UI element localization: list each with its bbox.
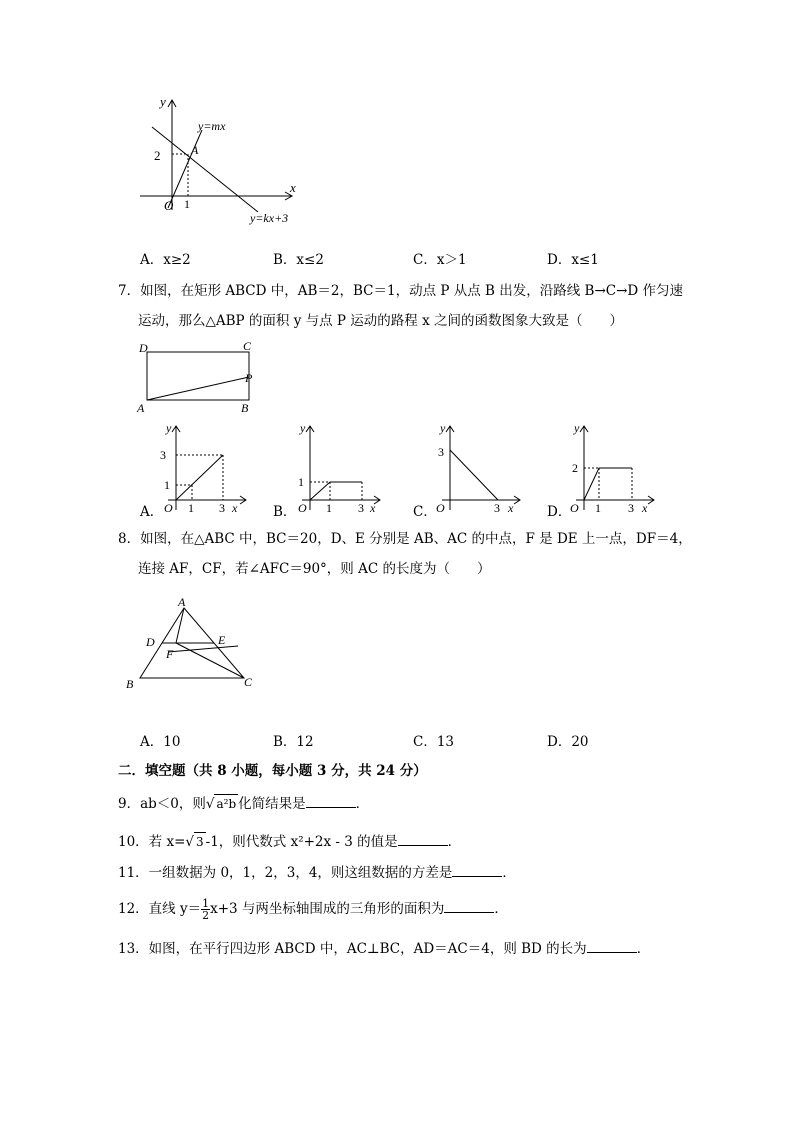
q12-question — [118, 898, 508, 921]
q8-label-A: A — [178, 595, 186, 609]
q7a-y: y — [166, 421, 172, 435]
q7b-tick-y1: 1 — [298, 475, 304, 489]
q8-option-a[interactable]: A．10 — [140, 734, 181, 750]
q8-option-c[interactable]: C．13 — [413, 734, 455, 750]
q6-tick-1: 1 — [184, 197, 190, 211]
q7-option-d[interactable]: D． — [547, 504, 572, 520]
q6-option-b[interactable]: B．x≤2 — [273, 252, 324, 268]
q7a-tick-x1: 1 — [188, 501, 194, 515]
q6-ykx-label: y=kx+3 — [250, 211, 289, 225]
q7b-x: x — [370, 501, 376, 515]
q7a-origin: O — [164, 501, 173, 515]
q7-label-P: P — [245, 371, 253, 385]
q12-fraction — [201, 898, 210, 921]
q9-prefix: 9．ab＜0，则 — [118, 796, 206, 812]
q7-label-D: D — [139, 341, 148, 355]
q6-graph — [130, 92, 310, 232]
q7-label-C: C — [243, 339, 252, 353]
section-2-title: 二．填空题（共 8 小题，每小题 3 分，共 24 分） — [118, 763, 427, 779]
q6-tick-2: 2 — [154, 148, 161, 163]
q7d-tick-y2: 2 — [572, 461, 578, 475]
q6-option-c[interactable]: C．x＞1 — [413, 252, 467, 268]
q7a-x: x — [232, 501, 238, 515]
q11-text: 11．一组数据为 0，1，2，3，4，则这组数据的方差是 — [118, 865, 453, 881]
q7b-y: y — [300, 421, 306, 435]
q7-graph-c — [432, 420, 524, 520]
q7c-y: y — [440, 421, 446, 435]
q7d-x: x — [642, 501, 648, 515]
q10-mid: -1，则代数式 x²+2x - 3 的值是 — [205, 834, 398, 850]
q7-graph-b — [292, 420, 384, 520]
q12-mid: x+3 与两坐标轴围成的三角形的面积为 — [210, 901, 445, 917]
q10-end: ． — [447, 834, 462, 850]
q12-end: ． — [494, 901, 508, 917]
q9-end: ． — [355, 796, 370, 812]
q9-question — [118, 794, 369, 813]
q8-option-b[interactable]: B．12 — [273, 734, 314, 750]
q8-label-D: D — [146, 635, 155, 649]
sqrt-icon: √ — [205, 796, 215, 812]
q8-question-line2: 连接 AF，CF，若∠AFC＝90°，则 AC 的长度为（ ） — [138, 561, 491, 577]
q13-end: ． — [636, 941, 651, 957]
q11-question — [118, 864, 516, 882]
q10-sqrt: 3 — [194, 832, 206, 851]
q7b-tick-x3: 3 — [358, 501, 364, 515]
q12-numerator: 1 — [202, 897, 210, 910]
q13-text: 13．如图，在平行四边形 ABCD 中，AC⊥BC，AD＝AC＝4，则 BD 的长为 — [118, 941, 587, 957]
q13-answer-blank[interactable] — [587, 940, 637, 953]
q8-option-d[interactable]: D．20 — [547, 734, 589, 750]
q7-question-line1: 7．如图，在矩形 ABCD 中，AB＝2，BC＝1，动点 P 从点 B 出发，沿路线 B→C→D 作匀速 — [118, 283, 684, 299]
q7-graph-d — [566, 420, 658, 520]
q7-label-B: B — [241, 401, 249, 415]
q8-label-F: F — [166, 647, 174, 661]
q10-question — [118, 832, 461, 851]
q7-option-a[interactable]: A． — [140, 504, 164, 520]
q8-question-line1: 8．如图，在△ABC 中，BC＝20，D、E 分别是 AB、AC 的中点，F 是 DE 上一点，DF＝4， — [118, 531, 692, 547]
q7-question-line2: 运动，那么△ABP 的面积 y 与点 P 运动的路程 x 之间的函数图象大致是（ ） — [138, 313, 623, 329]
q7a-tick-x3: 3 — [219, 501, 225, 515]
q9-answer-blank[interactable] — [306, 795, 356, 808]
q7-graph-a — [158, 420, 250, 520]
q9-radicand: a²b — [214, 794, 238, 813]
q8-triangle-figure — [120, 594, 270, 694]
q6-ymx-label: y=mx — [198, 119, 226, 133]
q8-label-B: B — [126, 677, 134, 691]
q13-question — [118, 940, 650, 958]
q7b-tick-x1: 1 — [326, 501, 332, 515]
q7d-origin: O — [570, 501, 579, 515]
q7c-origin: O — [436, 501, 445, 515]
q7d-tick-x1: 1 — [595, 501, 601, 515]
q10-answer-blank[interactable] — [398, 833, 448, 846]
q6-option-d[interactable]: D．x≤1 — [547, 252, 599, 268]
q12-prefix: 12．直线 y＝ — [118, 901, 202, 917]
q9-suffix: 化简结果是 — [238, 796, 306, 812]
q8-label-C: C — [244, 675, 253, 689]
q7-option-b[interactable]: B． — [273, 504, 297, 520]
q7c-tick-x3: 3 — [494, 501, 500, 515]
q7c-x: x — [508, 501, 514, 515]
q7-rectangle-figure — [135, 338, 265, 418]
q8-label-E: E — [218, 633, 226, 647]
q6-x-label: x — [290, 180, 296, 195]
q7-option-c[interactable]: C． — [413, 504, 437, 520]
q7d-tick-x3: 3 — [628, 501, 634, 515]
q6-y-label: y — [160, 94, 166, 109]
q11-answer-blank[interactable] — [452, 864, 502, 877]
sqrt-icon: √ — [185, 834, 195, 850]
q7a-tick-y3: 3 — [160, 448, 166, 462]
q7b-origin: O — [298, 501, 307, 515]
q7c-tick-y3: 3 — [438, 445, 444, 459]
q11-end: ． — [502, 865, 516, 881]
q7a-tick-y1: 1 — [164, 478, 170, 492]
q12-denominator: 2 — [202, 909, 210, 922]
q12-answer-blank[interactable] — [444, 900, 494, 913]
q6-origin: O — [164, 198, 174, 213]
q7d-y: y — [574, 421, 580, 435]
q6-point-A: A — [191, 143, 199, 157]
q10-prefix: 10．若 x= — [118, 834, 186, 850]
q7-label-A: A — [137, 401, 145, 415]
q6-option-a[interactable]: A．x≥2 — [140, 252, 191, 268]
